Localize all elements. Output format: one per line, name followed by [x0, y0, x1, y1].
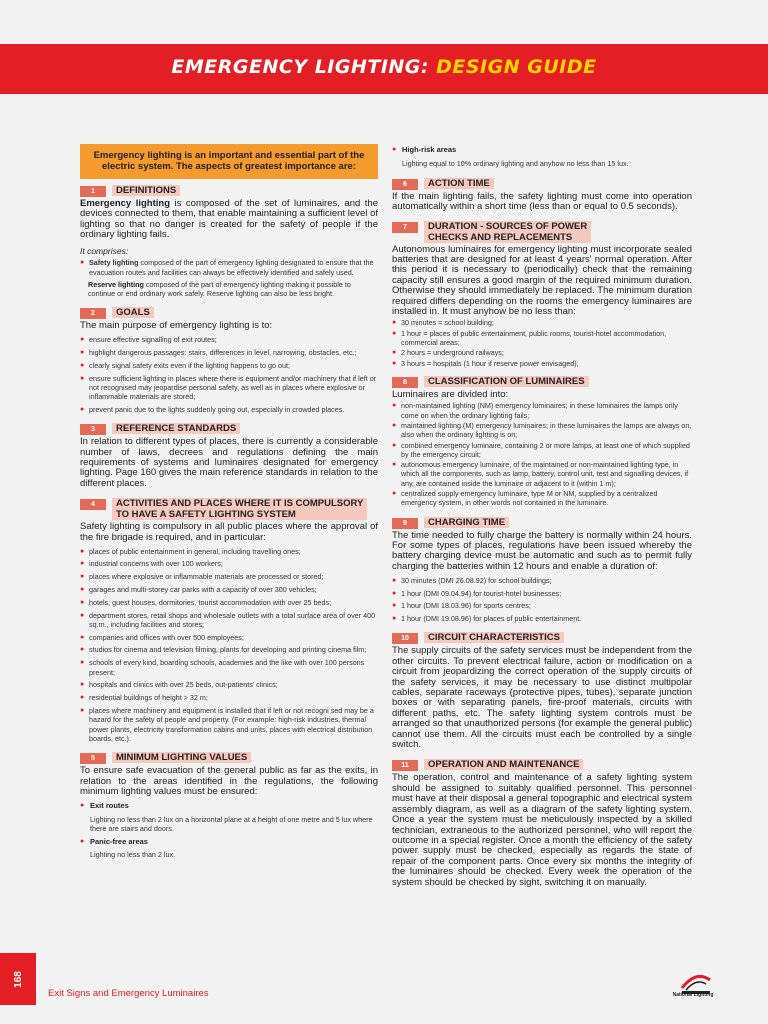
- list-item: ● 30 minutes = school building;: [392, 318, 692, 327]
- list-item: ● 3 hours = hospitals (1 hour if reserve power envisaged);: [392, 359, 692, 368]
- section-title: DEFINITIONS: [112, 185, 180, 196]
- list-item: ● 1 hour (DMI 09.04.94) for tourist-hotel businesses;: [392, 589, 692, 598]
- reserve-lighting-definition: [80, 280, 378, 298]
- list-item: ● maintained lighting (M) emergency luminaires; in these luminaires the lamps are always on, also when the ordinary lighting is on;: [392, 421, 692, 440]
- list-item: ● companies and offices with over 500 employees;: [80, 633, 378, 642]
- list-item: ● 1 hour = places of public entertainment, public rooms, tourist-hotel accommodation, commercial areas;: [392, 329, 692, 348]
- section-title: CIRCUIT CHARACTERISTICS: [424, 632, 564, 643]
- circuit-paragraph: The supply circuits of the safety services must be independent from the other circuits. To prevent electrical failure, action or modification on a circuit from jeopardizing the correct operation of the supply circuits of the safety services, it may be necessary to use distinct multipolar cables, separate raceways (protective pipes, tubes), separate junction boxes or with separating panels, fire-proof materials, circuits with different paths, etc. The safety lighting system controls must be arranged so that unauthorized persons (for example the general public) cannot use them. All the circuits must each be controlled by a single switch.: [392, 645, 692, 751]
- section-number: 1: [80, 186, 106, 197]
- definitions-list: [80, 258, 378, 277]
- minimum-lighting-paragraph: To ensure safe evacuation of the general public as far as the exits, in relation to the areas identified in the regulations, the following minimum lighting values must be ensured:: [80, 765, 378, 797]
- panic-free-title: ● Panic-free areas: [80, 837, 378, 848]
- reference-standards-paragraph: In relation to different types of places, there is currently a considerable number of laws, decrees and regulations defining the main requirements of systems and luminaires designated for emergency lighting. Page 160 gives the main reference standards in relation to the different places.: [80, 436, 378, 489]
- list-item: ● garages and multi-storey car parks with a capacity of over 300 vehicles;: [80, 585, 378, 594]
- section-title-line-1: DURATION - SOURCES OF POWER: [428, 220, 588, 232]
- section-number: 8: [392, 377, 418, 388]
- goals-intro: The main purpose of emergency lighting is to:: [80, 320, 273, 332]
- list-item: ● department stores, retail shops and wholesale outlets with a total surface area of over 400 sq.m., including facilities and stores;: [80, 611, 378, 630]
- operation-paragraph: The operation, control and maintenance of a safety lighting system should be assigned to suitably qualified personnel. This personnel must have at their disposal a general topographic and electrical system assembly diagram, as well as a diagram of the safety lighting system. Once a year the system must be meticulously inspected by a skilled technician, extraneous to the authorized personnel, who will report the outcome in a special register. Once a month the efficiency of the safety power supply must be checked, especially as regards the state of repair of the component parts. Once every six months the integrity of the luminaires should be checked. Every week the operation of the system should be checked by sight, switching it on manually.: [392, 772, 692, 888]
- high-risk-title: ● High-risk areas: [392, 145, 692, 156]
- high-risk-text: Lighting equal to 10% ordinary lighting and anyhow no less than 15 lux.: [402, 158, 629, 168]
- section-heading-action-time: [392, 178, 692, 190]
- section-title: [424, 221, 591, 243]
- list-item: ● places where explosive or inflammable materials are processed or stored;: [80, 572, 378, 581]
- list-item: ● 1 hour (DMI 19.08.96) for places of public entertainment.: [392, 614, 692, 623]
- list-item: ● combined emergency luminaire, containing 2 or more lamps, at least one of which supplied by the emergency circuit;: [392, 441, 692, 460]
- section-number: 7: [392, 222, 418, 233]
- action-time-paragraph: If the main lighting fails, the safety lighting must come into operation automatically within a short time (less than or equal to 0.5 seconds).: [392, 190, 692, 213]
- page-number: [0, 953, 36, 1005]
- section-number: 4: [80, 499, 106, 510]
- activities-intro: Safety lighting is compulsory in all public places where the approval of the fire brigade is required, and in particular:: [80, 521, 378, 543]
- list-item: ● clearly signal safety exits even if the lighting happens to go out;: [80, 361, 378, 370]
- list-item: ● residential buildings of height > 32 m;: [80, 693, 378, 702]
- comprises-label: It comprises:: [80, 245, 129, 256]
- page-title: [0, 56, 768, 78]
- section-title: CHARGING TIME: [424, 517, 509, 528]
- charging-time-list: [392, 576, 692, 624]
- list-item: ● hotels, guest houses, dormitories, tourist accommodation with over 25 beds;: [80, 598, 378, 607]
- list-item: ● places of public entertainment in general, including travelling ones;: [80, 547, 378, 556]
- definitions-paragraph: [80, 199, 378, 241]
- panic-free-text: Lighting no less than 2 lux.: [90, 849, 176, 859]
- logo-caption: National Lighting: [672, 992, 714, 998]
- safety-term: Safety lighting: [89, 258, 139, 268]
- section-title-line-2: CHECKS AND REPLACEMENTS: [428, 231, 573, 243]
- section-heading-classification: [392, 376, 692, 388]
- section-title-line-2: TO HAVE A SAFETY LIGHTING SYSTEM: [116, 509, 296, 521]
- section-heading-activities: [80, 498, 378, 520]
- list-item: ● studios for cinema and television filming, plants for developing and printing cinema film;: [80, 645, 378, 654]
- section-number: 2: [80, 308, 106, 319]
- section-title: ACTION TIME: [424, 178, 494, 189]
- section-heading-definitions: [80, 185, 378, 197]
- list-item: ● schools of every kind, boarding schools, academies and the like with over 100 persons present;: [80, 658, 378, 677]
- intro-callout: Emergency lighting is an important and essential part of the electric system. The aspects of greatest importance are:: [80, 144, 378, 179]
- list-item: ● centralized supply emergency luminaire, type M or NM, supplied by a centralized emergency system, in other words not contained in the luminaire.: [392, 489, 692, 508]
- section-number: 11: [392, 760, 418, 771]
- section-title: OPERATION AND MAINTENANCE: [424, 759, 583, 770]
- definition-text: is composed of the set of luminaires, and the devices connected to them, that enable maintaining a sufficient level of lighting so that no danger is created for the safety of people if the ordinary lighting fails.: [80, 198, 378, 241]
- list-item: ● ensure effective signalling of exit routes;: [80, 335, 378, 344]
- list-item: ● non-maintained lighting (NM) emergency luminaires; in these luminaires the lamps only come on when the ordinary lighting fails;: [392, 401, 692, 420]
- page-number-text: 168: [12, 970, 24, 988]
- list-item: [80, 258, 378, 277]
- section-title: [112, 498, 367, 520]
- goals-list: [80, 335, 378, 414]
- list-item: ● ensure sufficient lighting in places where there is equipment and/or machinery that if left or not recognised may jeopardise personal safety, as well as in places where explosive or inflammable materials are stored;: [80, 374, 378, 402]
- title-part-1: EMERGENCY LIGHTING:: [171, 56, 429, 78]
- section-title-line-1: ACTIVITIES AND PLACES WHERE IT IS COMPULSORY: [116, 498, 364, 510]
- list-item: ● 2 hours = underground railways;: [392, 348, 692, 357]
- right-column: [392, 145, 692, 888]
- reserve-text: composed of the part of emergency lighting making it possible to continue or end ordinary work safely. Reserve lighting can also be less bright.: [88, 279, 351, 299]
- duration-list: [392, 318, 692, 367]
- exit-routes-title: ● Exit routes: [80, 801, 378, 812]
- left-column: [80, 144, 378, 859]
- list-item: ● 30 minutes (DMI 26.08.92) for school buildings;: [392, 576, 692, 585]
- charging-time-paragraph: The time needed to fully charge the battery is normally within 24 hours. For some types of places, regulations have been issued whereby the battery charging device must be automatic and such as to permit fully charging the batteries within 12 hours and enable a duration of:: [392, 529, 692, 572]
- classification-intro: Luminaires are divided into:: [392, 388, 509, 400]
- section-number: 10: [392, 633, 418, 644]
- section-heading-circuit: [392, 632, 692, 644]
- section-heading-charging-time: [392, 517, 692, 529]
- section-number: 3: [80, 424, 106, 435]
- duration-paragraph: Autonomous luminaires for emergency lighting must incorporate sealed batteries that are designed for at least 4 years' normal operation. After this period it is necessary to (periodically) check that the remaining capacity still ensures a good margin of the required minimum duration. Otherwise they should immediately be replaced. The minimum duration required differs depending on the rooms the emergency luminaires are installed in. It must anyhow be no less than:: [392, 243, 692, 318]
- list-item: ● highlight dangerous passages: stairs, differences in level, narrowing, obstacles, etc.;: [80, 348, 378, 357]
- list-item: ● places where machinery and equipment is installed that if left or not recogni sed may be a hazard for the safety of people and property. (For example: high-risk industries, thermal power plants, electricity transformation cabins and units, places with electrical distribution boards, etc.).: [80, 706, 378, 743]
- list-item: ● autonomous emergency luminaire, of the maintained or non-maintained lighting type, in which all the components, such as lamp, battery, control unit, test and signalling devices, if any, are contained inside the luminaire or adjacent to it (within 1 m);: [392, 460, 692, 488]
- safety-text: composed of the part of emergency lighting designated to ensure that the evacuation routes and facilities can always be effectively identified and safely used.: [89, 258, 374, 277]
- section-heading-minimum-lighting: [80, 752, 378, 764]
- section-number: 9: [392, 518, 418, 529]
- section-heading-reference-standards: [80, 423, 378, 435]
- reserve-term: Reserve lighting: [88, 279, 144, 289]
- section-title: CLASSIFICATION OF LUMINAIRES: [424, 376, 589, 387]
- title-part-2: DESIGN GUIDE: [436, 56, 597, 78]
- list-item: ● industrial concerns with over 100 workers;: [80, 559, 378, 568]
- exit-routes-text: Lighting no less than 2 lux on a horizontal plane at a height of one metre and 5 lux where there are stairs and doors.: [90, 814, 373, 834]
- section-heading-goals: [80, 307, 378, 319]
- footer-caption: Exit Signs and Emergency Luminaires: [48, 988, 209, 999]
- section-title: REFERENCE STANDARDS: [112, 423, 240, 434]
- section-heading-duration: [392, 221, 692, 243]
- list-item: ● prevent panic due to the lights suddenly going out, especially in crowded places.: [80, 405, 378, 414]
- classification-list: [392, 401, 692, 507]
- section-number: 5: [80, 753, 106, 764]
- definition-term: Emergency lighting: [80, 198, 171, 209]
- section-number: 6: [392, 179, 418, 190]
- section-title: GOALS: [112, 307, 154, 318]
- section-heading-operation: [392, 759, 692, 771]
- activities-list: [80, 547, 378, 744]
- section-title: MINIMUM LIGHTING VALUES: [112, 752, 251, 763]
- list-item: ● hospitals and clinics with over 25 beds, out-patients' clinics;: [80, 680, 378, 689]
- list-item: ● 1 hour (DMI 18.03.96) for sports centres;: [392, 601, 692, 610]
